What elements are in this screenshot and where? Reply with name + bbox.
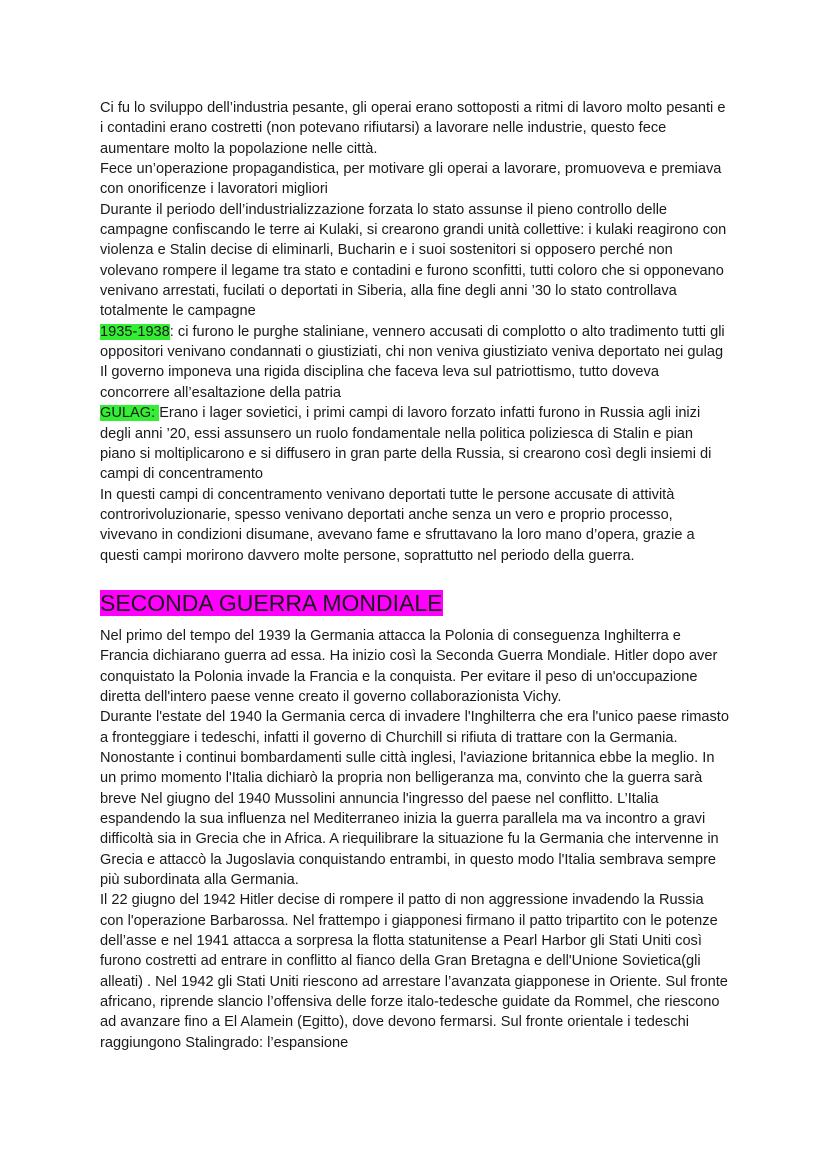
highlight-years: 1935-1938 [100, 323, 170, 340]
paragraph-war-start: Nel primo del tempo del 1939 la Germania attacca la Polonia di conseguenza Inghilterra e Francia dichiarano guerra ad essa. Ha inizio così la Seconda Guerra Mondiale. Hitler dopo aver conquistato la Polonia invade la Francia e la conquista. Per evitare il peso di un'occupazione diretta dell'intero paese venne creato il governo collaborazionista Vichy. [100, 627, 718, 705]
heading-text: SECONDA GUERRA MONDIALE [100, 589, 443, 616]
highlight-gulag: GULAG: [100, 405, 160, 422]
paragraph-gulag [100, 403, 730, 484]
paragraph-heavy-industry: Ci fu lo sviluppo dell’industria pesante, gli operai erano sottoposti a ritmi di lavoro molto pesanti e i contadini erano costretti (non potevano rifiutarsi) a lavorare nelle industrie, questo fece aumentare molto la popolazione nelle città. [100, 100, 726, 157]
gulag-text: Erano i lager sovietici, i primi campi di lavoro forzato infatti furono in Russia agli inizi degli anni ’20, essi assunsero un ruolo fondamentale nella politica poliziesca di Stalin e pian piano si moltiplicarono e si diffusero in gran parte della Russia, si crearono così degli insiemi di campi di concentramento [100, 405, 712, 483]
paragraph-forced-industrialization: Durante il periodo dell’industrializzazione forzata lo stato assunse il pieno controllo delle campagne confiscando le terre ai Kulaki, si crearono grandi unità collettive: i kulaki reagirono con violenza e Stalin decise di eliminarli, Bucharin e i suoi sostenitori si opposero perché non volevano rompere il legame tra stato e contadini e furono sconfitti, tutti coloro che si opponevano venivano arrestati, fucilati o deportati in Siberia, alla fine degli anni ’30 lo stato controllava totalmente le campagne [100, 201, 727, 320]
paragraph-camps: In questi campi di concentramento venivano deportati tutte le persone accusate di attività controrivoluzionarie, spesso venivano deportati anche senza un vero e proprio processo, vivevano in condizioni disumane, avevano fame e sfruttavano la loro mano d’opera, grazie a questi campi morirono davvero molte persone, soprattutto nel periodo della guerra. [100, 486, 695, 564]
section-heading [100, 589, 730, 617]
paragraph-propaganda: Fece un’operazione propagandistica, per motivare gli operai a lavorare, promuoveva e premiava con onorificenze i lavoratori migliori [100, 161, 722, 198]
document-page [100, 98, 730, 1053]
purges-text: : ci furono le purghe staliniane, vennero accusati di complotto o alto tradimento tutti gli oppositori venivano condannati o giustiziati, chi non veniva giustiziato veniva deportato nei gulag [100, 323, 725, 361]
paragraph-barbarossa: Il 22 giugno del 1942 Hitler decise di rompere il patto di non aggressione invadendo la Russia con l'operazione Barbarossa. Nel frattempo i giapponesi firmano il patto tripartito con le potenze dell’asse e nel 1941 attacca a sorpresa la flotta statunitense a Pearl Harbor gli Stati Uniti così furono costretti ad entrare in conflitto al fianco della Gran Bretagna e dell'Unione Sovietica(gli alleati) . Nel 1942 gli Stati Uniti riescono ad arrestare l’avanzata giapponese in Oriente. Sul fronte africano, riprende slancio l’offensiva delle forze italo-tedesche guidate da Rommel, che riescono ad avanzare fino a El Alamein (Egitto), dove devono fermarsi. Sul fronte orientale i tedeschi raggiungono Stalingrado: l’espansione [100, 892, 728, 1051]
paragraph-1940: Durante l'estate del 1940 la Germania cerca di invadere l'Inghilterra che era l'unico paese rimasto a fronteggiare i tedeschi, infatti il governo di Churchill si rifiuta di trattare con la Germania. Nonostante i continui bombardamenti sulle città inglesi, l'aviazione britannica ebbe la meglio. In un primo momento l'Italia dichiarò la propria non belligeranza ma, convinto che la guerra sarà breve Nel giugno del 1940 Mussolini annuncia l'ingresso del paese nel conflitto. L’Italia espandendo la sua influenza nel Mediterraneo inizia la guerra parallela ma va incontro a gravi difficoltà sia in Grecia che in Africa. A riequilibrare la situazione fu la Germania che intervenne in Grecia e attaccò la Jugoslavia conquistando entrambi, in questo modo l'Italia sembrava sempre più subordinata alla Germania. [100, 709, 729, 889]
paragraph-purges [100, 322, 730, 363]
paragraph-discipline: Il governo imponeva una rigida disciplina che faceva leva sul patriottismo, tutto doveva concorrere all’esaltazione della patria [100, 364, 659, 401]
